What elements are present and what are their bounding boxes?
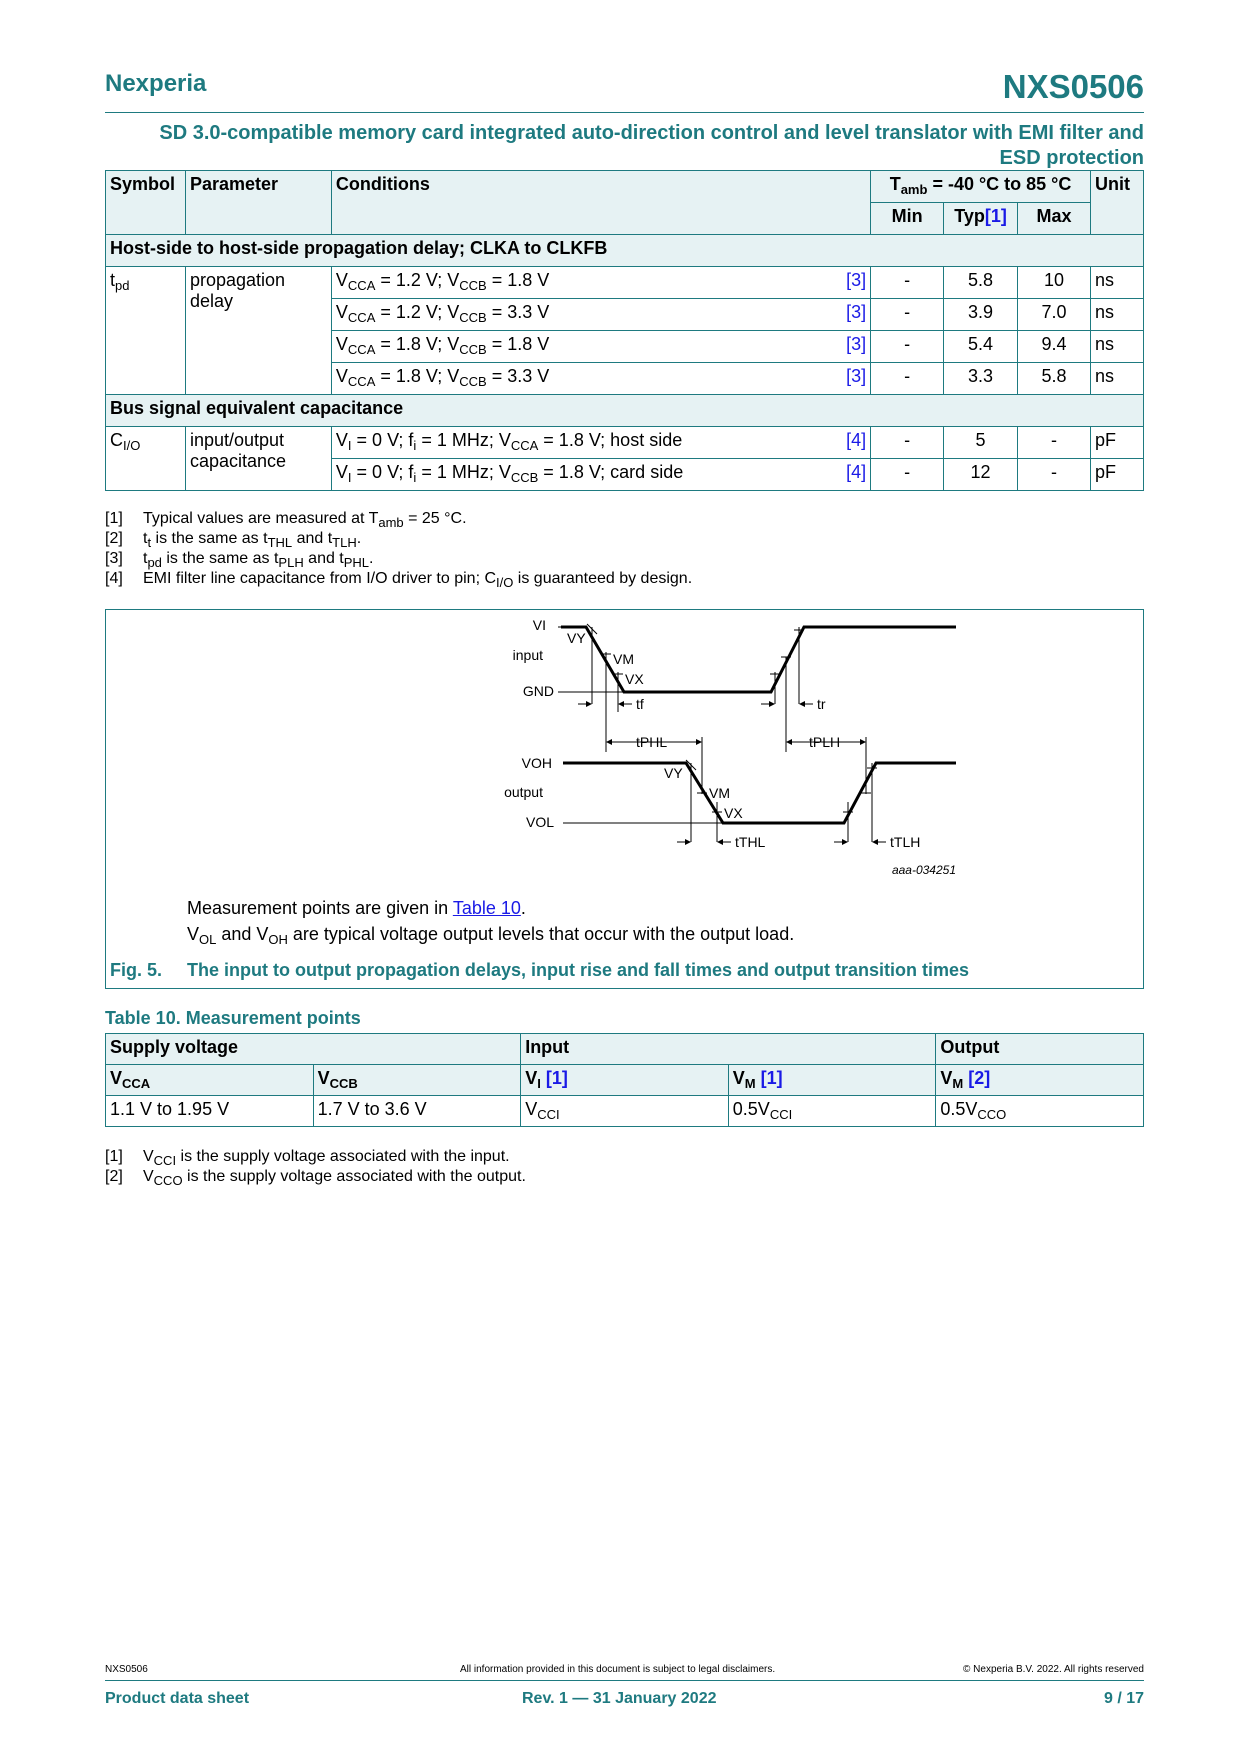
footnote-text: EMI filter line capacitance from I/O driver to pin; $C_{I/O}$ is guaranteed by design. bbox=[143, 570, 693, 590]
arrowhead bbox=[872, 839, 878, 845]
arrowhead bbox=[842, 839, 848, 845]
arrowhead bbox=[586, 701, 592, 707]
footnote bbox=[105, 509, 692, 529]
subtitle-line-1: SD 3.0-compatible memory card integrated auto-direction control and level translator with EMI filter and bbox=[159, 122, 1144, 144]
footnote-text: Typical values are measured at $T_{amb} = 25$ °C. bbox=[143, 510, 467, 530]
timing-diagram bbox=[386, 612, 966, 902]
footnote bbox=[105, 549, 692, 569]
unit-cell: ns bbox=[1090, 267, 1143, 299]
min-cell: - bbox=[871, 299, 944, 331]
footnote-link[interactable]: [3] bbox=[846, 270, 867, 290]
footer-doc-type: Product data sheet bbox=[105, 1690, 250, 1707]
max-cell: 10 bbox=[1018, 267, 1091, 299]
unit-cell: pF bbox=[1090, 427, 1143, 459]
footnote bbox=[105, 1167, 526, 1187]
footnote-link[interactable]: [4] bbox=[846, 462, 867, 482]
min-cell: - bbox=[871, 427, 944, 459]
label-vol: VOL bbox=[525, 814, 554, 830]
min-cell: - bbox=[871, 331, 944, 363]
label-vy-out: VY bbox=[664, 765, 683, 781]
measurement-points-table bbox=[105, 1033, 1144, 1127]
header-unit: Unit bbox=[1090, 171, 1143, 235]
unit-cell: ns bbox=[1090, 363, 1143, 395]
arrowhead bbox=[685, 839, 691, 845]
label-vx-in: VX bbox=[625, 671, 644, 687]
label-ttlh: tTLH bbox=[890, 834, 921, 850]
figure-note-1 bbox=[187, 898, 526, 919]
label-output: output bbox=[504, 784, 543, 800]
group-supply: Supply voltage bbox=[106, 1034, 521, 1065]
condition-cell bbox=[331, 299, 870, 331]
footnote-number: [2] bbox=[105, 530, 123, 547]
symbol-main: t bbox=[110, 270, 116, 290]
section-capacitance: Bus signal equivalent capacitance bbox=[106, 395, 1144, 427]
table-row bbox=[106, 267, 1144, 299]
group-input: Input bbox=[521, 1034, 936, 1065]
footnote-link[interactable]: [3] bbox=[846, 366, 867, 386]
condition-cell bbox=[331, 363, 870, 395]
label-tplh: tPLH bbox=[809, 734, 841, 750]
header-rule bbox=[105, 112, 1144, 113]
table-10-footnotes bbox=[105, 1147, 526, 1187]
note-text: . bbox=[520, 898, 526, 918]
typ-cell: 3.9 bbox=[944, 299, 1018, 331]
label-tphl: tPHL bbox=[636, 734, 668, 750]
header-max: Max bbox=[1018, 203, 1091, 235]
header-conditions: Conditions bbox=[331, 171, 870, 235]
col-vcca: $V_{CCA}$ bbox=[106, 1065, 314, 1096]
condition-text: $V_{CCA} = 1.2$ V; $V_{CCB} = 1.8$ V bbox=[335, 270, 550, 293]
condition-cell bbox=[331, 267, 870, 299]
symbol-tpd bbox=[106, 267, 186, 395]
label-vy-in: VY bbox=[567, 630, 586, 646]
parameter-propagation-delay: propagation delay bbox=[185, 267, 331, 395]
arrowhead bbox=[696, 739, 702, 745]
footnote-number: [1] bbox=[105, 510, 123, 527]
condition-text: $V_{CCA} = 1.8$ V; $V_{CCB} = 3.3$ V bbox=[335, 366, 550, 389]
arrowhead bbox=[717, 839, 723, 845]
footer-revision: Rev. 1 — 31 January 2022 bbox=[522, 1690, 717, 1707]
label-vm-out: VM bbox=[709, 785, 730, 801]
table-row bbox=[106, 1096, 1144, 1127]
cell-vi: $V_{CCI}$ bbox=[521, 1096, 729, 1127]
figure-note-2: $V_{OL}$ and $V_{OH}$ are typical voltage output levels that occur with the output load. bbox=[187, 924, 795, 947]
range-prefix: T bbox=[889, 174, 901, 194]
footer-rule bbox=[105, 1680, 1144, 1681]
min-cell: - bbox=[871, 459, 944, 491]
symbol-main: C bbox=[110, 430, 123, 450]
label-vm-in: VM bbox=[613, 651, 634, 667]
col-vm-input: $V_M$ [1] bbox=[728, 1065, 936, 1096]
footnote-link[interactable]: [3] bbox=[846, 334, 867, 354]
condition-text: $V_{CCA} = 1.8$ V; $V_{CCB} = 1.8$ V bbox=[335, 334, 550, 357]
unit-cell: pF bbox=[1090, 459, 1143, 491]
section-row bbox=[106, 235, 1144, 267]
figure-code: aaa-034251 bbox=[891, 863, 956, 877]
footer-page-number: 9 / 17 bbox=[1103, 1690, 1144, 1707]
typ-cell: 12 bbox=[944, 459, 1018, 491]
footnote bbox=[105, 1147, 526, 1167]
figure-caption bbox=[110, 960, 969, 981]
footnote bbox=[105, 569, 692, 589]
condition-cell bbox=[331, 459, 870, 491]
table-subheader-row bbox=[106, 1065, 1144, 1096]
symbol-sub: I/O bbox=[123, 438, 141, 453]
symbol-sub: pd bbox=[115, 278, 130, 293]
min-cell: - bbox=[871, 363, 944, 395]
typ-cell: 3.3 bbox=[944, 363, 1018, 395]
footnote-link[interactable]: [4] bbox=[846, 430, 867, 450]
dynamic-characteristics-table bbox=[105, 170, 1144, 491]
unit-cell: ns bbox=[1090, 299, 1143, 331]
footer-doc-id: NXS0506 bbox=[105, 1664, 148, 1675]
max-cell: 9.4 bbox=[1018, 331, 1091, 363]
arrowhead bbox=[860, 739, 866, 745]
cell-vm-output: $0.5V_{CCO}$ bbox=[936, 1096, 1144, 1127]
brand-name: Nexperia bbox=[105, 70, 207, 97]
max-cell: 5.8 bbox=[1018, 363, 1091, 395]
footnote-text: $t_t$ is the same as $t_{THL}$ and $t_{TLH}$. bbox=[143, 530, 362, 550]
condition-text: $V_I = 0$ V; $f_i = 1$ MHz; $V_{CCB} = 1.8$ V; card side bbox=[335, 462, 684, 485]
typ-footnote-link[interactable]: [1] bbox=[984, 206, 1007, 226]
range-sub: amb bbox=[900, 182, 928, 197]
max-cell: - bbox=[1018, 459, 1091, 491]
footer-copyright: © Nexperia B.V. 2022. All rights reserved bbox=[963, 1664, 1144, 1675]
label-gnd: GND bbox=[522, 683, 554, 699]
footnote-text: $t_{pd}$ is the same as $t_{PLH}$ and $t_{PHL}$. bbox=[143, 550, 374, 570]
figure-label: Fig. 5. bbox=[110, 960, 163, 980]
document-subtitle bbox=[105, 121, 1144, 171]
footnote-number: [1] bbox=[105, 1148, 123, 1165]
range-suffix: = -40 °C to 85 °C bbox=[927, 174, 1072, 194]
arrowhead bbox=[606, 739, 612, 745]
max-cell: - bbox=[1018, 427, 1091, 459]
arrowhead bbox=[769, 701, 775, 707]
condition-cell bbox=[331, 331, 870, 363]
header-parameter: Parameter bbox=[185, 171, 331, 235]
table-10-link[interactable]: Table 10 bbox=[452, 898, 521, 918]
footnote-number: [3] bbox=[105, 550, 123, 567]
label-vi: VI bbox=[532, 617, 546, 633]
typ-cell: 5.4 bbox=[944, 331, 1018, 363]
parameter-capacitance: input/output capacitance bbox=[185, 427, 331, 491]
col-vccb: $V_{CCB}$ bbox=[313, 1065, 521, 1096]
cell-vm-input: $0.5V_{CCI}$ bbox=[728, 1096, 936, 1127]
table-row bbox=[106, 427, 1144, 459]
footnote-number: [2] bbox=[105, 1168, 123, 1185]
table-header-row bbox=[106, 1034, 1144, 1065]
min-cell: - bbox=[871, 267, 944, 299]
output-waveform bbox=[563, 763, 956, 823]
label-voh: VOH bbox=[521, 755, 552, 771]
figure-box bbox=[105, 609, 1144, 989]
footnote-link[interactable]: [3] bbox=[846, 302, 867, 322]
footnote-text: $V_{CCI}$ is the supply voltage associated with the input. bbox=[143, 1148, 510, 1168]
table-10-title: Table 10. Measurement points bbox=[105, 1008, 361, 1028]
part-number: NXS0506 bbox=[1002, 68, 1144, 105]
figure-caption-text: The input to output propagation delays, input rise and fall times and output transition times bbox=[187, 960, 970, 980]
table-footnotes bbox=[105, 509, 692, 589]
group-output: Output bbox=[936, 1034, 1144, 1065]
col-vm-output: $V_M$ [2] bbox=[936, 1065, 1144, 1096]
footnote-number: [4] bbox=[105, 570, 123, 587]
unit-cell: ns bbox=[1090, 331, 1143, 363]
label-tf: tf bbox=[636, 696, 644, 712]
label-tr: tr bbox=[817, 696, 826, 712]
symbol-cio bbox=[106, 427, 186, 491]
arrowhead bbox=[618, 701, 624, 707]
footer-disclaimer: All information provided in this document is subject to legal disclaimers. bbox=[460, 1664, 776, 1675]
subtitle-line-2: ESD protection bbox=[999, 147, 1144, 169]
header-typ bbox=[944, 203, 1018, 235]
cell-vcca: 1.1 V to 1.95 V bbox=[106, 1096, 314, 1127]
footnote-text: $V_{CCO}$ is the supply voltage associated with the output. bbox=[143, 1168, 526, 1188]
label-vx-out: VX bbox=[724, 805, 743, 821]
arrowhead bbox=[786, 739, 792, 745]
condition-cell bbox=[331, 427, 870, 459]
section-row bbox=[106, 395, 1144, 427]
header-symbol: Symbol bbox=[106, 171, 186, 235]
table-header-row bbox=[106, 171, 1144, 203]
header-temp-range bbox=[871, 171, 1091, 203]
typ-cell: 5 bbox=[944, 427, 1018, 459]
cell-vccb: 1.7 V to 3.6 V bbox=[313, 1096, 521, 1127]
typ-label: Typ bbox=[954, 206, 985, 226]
footnote bbox=[105, 529, 692, 549]
condition-text: $V_I = 0$ V; $f_i = 1$ MHz; $V_{CCA} = 1.8$ V; host side bbox=[335, 430, 683, 453]
col-vi: $V_I$ [1] bbox=[521, 1065, 729, 1096]
header-min: Min bbox=[871, 203, 944, 235]
condition-text: $V_{CCA} = 1.2$ V; $V_{CCB} = 3.3$ V bbox=[335, 302, 550, 325]
label-tthl: tTHL bbox=[735, 834, 766, 850]
typ-cell: 5.8 bbox=[944, 267, 1018, 299]
note-text: Measurement points are given in bbox=[187, 898, 453, 918]
arrowhead bbox=[799, 701, 805, 707]
section-propagation-delay: Host-side to host-side propagation delay; CLKA to CLKFB bbox=[106, 235, 1144, 267]
label-input: input bbox=[512, 647, 543, 663]
max-cell: 7.0 bbox=[1018, 299, 1091, 331]
